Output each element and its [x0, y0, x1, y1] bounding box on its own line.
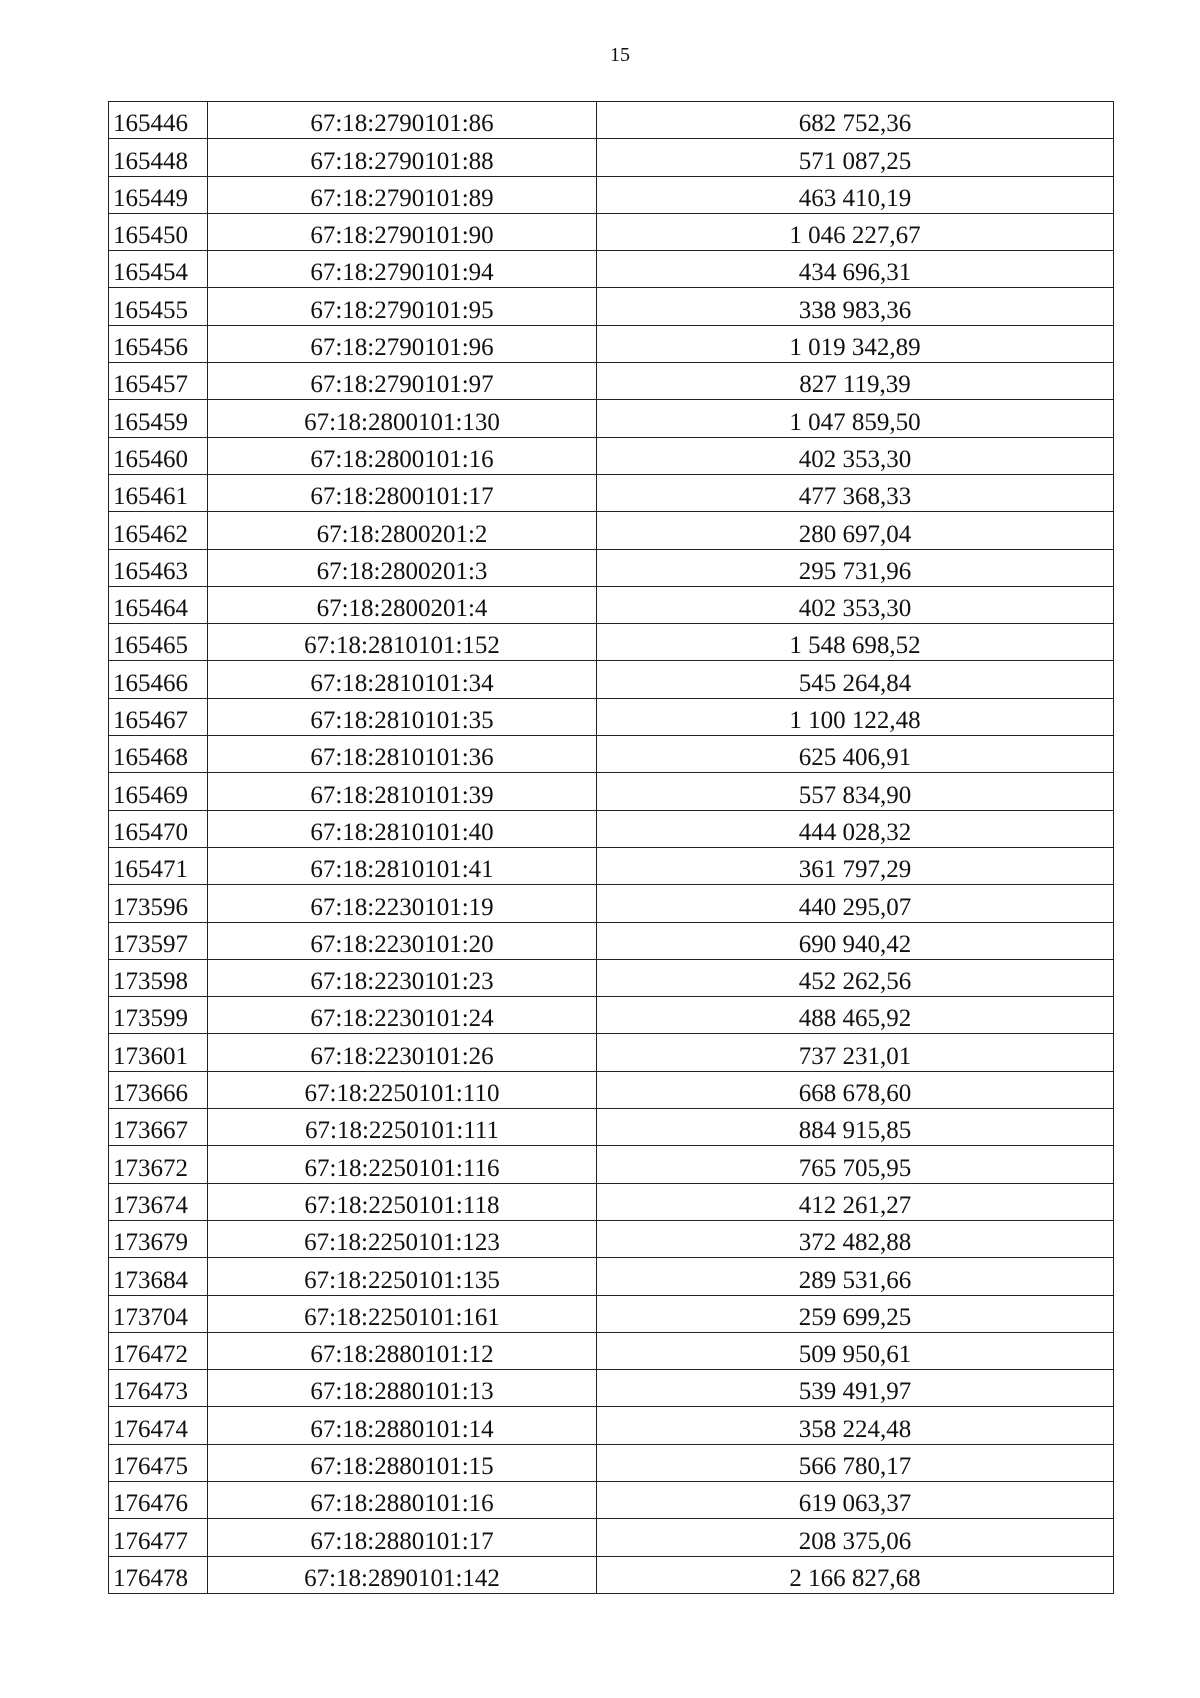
- table-row: [109, 661, 1114, 698]
- table-row: [109, 1071, 1114, 1108]
- cadastral-value-cell: 2 166 827,68: [597, 1556, 1114, 1593]
- cadastral-value-cell: 557 834,90: [597, 773, 1114, 810]
- table-row: [109, 1519, 1114, 1556]
- cadastral-value-cell: 1 047 859,50: [597, 400, 1114, 437]
- row-id-cell: 176474: [109, 1407, 208, 1444]
- cadastral-value-cell: 280 697,04: [597, 512, 1114, 549]
- cadastral-number-cell: 67:18:2230101:20: [208, 922, 597, 959]
- table-row: [109, 474, 1114, 511]
- cadastral-value-cell: 440 295,07: [597, 885, 1114, 922]
- cadastral-number-cell: 67:18:2890101:142: [208, 1556, 597, 1593]
- cadastral-number-cell: 67:18:2880101:17: [208, 1519, 597, 1556]
- cadastral-value-cell: 358 224,48: [597, 1407, 1114, 1444]
- table-row: [109, 1444, 1114, 1481]
- cadastral-number-cell: 67:18:2250101:118: [208, 1183, 597, 1220]
- cadastral-value-cell: 1 019 342,89: [597, 325, 1114, 362]
- cadastral-number-cell: 67:18:2800101:17: [208, 474, 597, 511]
- cadastral-value-cell: 1 046 227,67: [597, 213, 1114, 250]
- row-id-cell: 173667: [109, 1109, 208, 1146]
- row-id-cell: 165456: [109, 325, 208, 362]
- cadastral-number-cell: 67:18:2250101:123: [208, 1220, 597, 1257]
- cadastral-number-cell: 67:18:2230101:26: [208, 1034, 597, 1071]
- cadastral-value-cell: 668 678,60: [597, 1071, 1114, 1108]
- cadastral-number-cell: 67:18:2810101:41: [208, 847, 597, 884]
- cadastral-value-cell: 827 119,39: [597, 363, 1114, 400]
- table-row: [109, 810, 1114, 847]
- table-row: [109, 325, 1114, 362]
- cadastral-number-cell: 67:18:2810101:35: [208, 698, 597, 735]
- row-id-cell: 165462: [109, 512, 208, 549]
- cadastral-value-cell: 566 780,17: [597, 1444, 1114, 1481]
- cadastral-value-cell: 545 264,84: [597, 661, 1114, 698]
- row-id-cell: 165467: [109, 698, 208, 735]
- cadastral-value-cell: 884 915,85: [597, 1109, 1114, 1146]
- cadastral-number-cell: 67:18:2790101:89: [208, 176, 597, 213]
- cadastral-number-cell: 67:18:2790101:97: [208, 363, 597, 400]
- table-row: [109, 213, 1114, 250]
- row-id-cell: 165470: [109, 810, 208, 847]
- cadastral-value-cell: 690 940,42: [597, 922, 1114, 959]
- cadastral-number-cell: 67:18:2790101:96: [208, 325, 597, 362]
- table-row: [109, 698, 1114, 735]
- table-row: [109, 736, 1114, 773]
- cadastral-value-cell: 259 699,25: [597, 1295, 1114, 1332]
- table-row: [109, 1183, 1114, 1220]
- cadastral-number-cell: 67:18:2880101:16: [208, 1481, 597, 1518]
- table-row: [109, 400, 1114, 437]
- cadastral-value-cell: 412 261,27: [597, 1183, 1114, 1220]
- cadastral-number-cell: 67:18:2230101:19: [208, 885, 597, 922]
- row-id-cell: 173599: [109, 997, 208, 1034]
- cadastral-number-cell: 67:18:2250101:161: [208, 1295, 597, 1332]
- cadastral-value-cell: 463 410,19: [597, 176, 1114, 213]
- table-row: [109, 363, 1114, 400]
- table-row: [109, 1109, 1114, 1146]
- table-row: [109, 1146, 1114, 1183]
- cadastral-value-cell: 765 705,95: [597, 1146, 1114, 1183]
- cadastral-value-cell: 338 983,36: [597, 288, 1114, 325]
- row-id-cell: 176472: [109, 1332, 208, 1369]
- row-id-cell: 165448: [109, 139, 208, 176]
- cadastral-value-cell: 539 491,97: [597, 1370, 1114, 1407]
- cadastral-value-cell: 509 950,61: [597, 1332, 1114, 1369]
- cadastral-number-cell: 67:18:2880101:14: [208, 1407, 597, 1444]
- cadastral-value-cell: 737 231,01: [597, 1034, 1114, 1071]
- page-number: 15: [610, 44, 630, 66]
- cadastral-number-cell: 67:18:2800201:2: [208, 512, 597, 549]
- cadastral-number-cell: 67:18:2230101:24: [208, 997, 597, 1034]
- cadastral-number-cell: 67:18:2800201:4: [208, 586, 597, 623]
- table-row: [109, 624, 1114, 661]
- row-id-cell: 173679: [109, 1220, 208, 1257]
- table-row: [109, 251, 1114, 288]
- table-row: [109, 1556, 1114, 1593]
- cadastral-value-cell: 452 262,56: [597, 959, 1114, 996]
- table-row: [109, 586, 1114, 623]
- cadastral-value-cell: 1 100 122,48: [597, 698, 1114, 735]
- cadastral-number-cell: 67:18:2250101:111: [208, 1109, 597, 1146]
- row-id-cell: 165463: [109, 549, 208, 586]
- table-row: [109, 1407, 1114, 1444]
- table-row: [109, 1258, 1114, 1295]
- cadastral-value-cell: 619 063,37: [597, 1481, 1114, 1518]
- cadastral-value-cell: 477 368,33: [597, 474, 1114, 511]
- cadastral-number-cell: 67:18:2810101:34: [208, 661, 597, 698]
- cadastral-value-table: [108, 101, 1114, 1594]
- table-row: [109, 437, 1114, 474]
- table-row: [109, 1220, 1114, 1257]
- cadastral-value-cell: 208 375,06: [597, 1519, 1114, 1556]
- row-id-cell: 165461: [109, 474, 208, 511]
- row-id-cell: 165446: [109, 102, 208, 139]
- row-id-cell: 176476: [109, 1481, 208, 1518]
- row-id-cell: 165471: [109, 847, 208, 884]
- cadastral-number-cell: 67:18:2790101:94: [208, 251, 597, 288]
- cadastral-value-cell: 295 731,96: [597, 549, 1114, 586]
- cadastral-number-cell: 67:18:2790101:86: [208, 102, 597, 139]
- cadastral-number-cell: 67:18:2250101:110: [208, 1071, 597, 1108]
- table-row: [109, 1332, 1114, 1369]
- cadastral-number-cell: 67:18:2800101:130: [208, 400, 597, 437]
- cadastral-number-cell: 67:18:2250101:116: [208, 1146, 597, 1183]
- table-row: [109, 1370, 1114, 1407]
- row-id-cell: 173684: [109, 1258, 208, 1295]
- cadastral-number-cell: 67:18:2800101:16: [208, 437, 597, 474]
- cadastral-number-cell: 67:18:2810101:36: [208, 736, 597, 773]
- table-row: [109, 847, 1114, 884]
- row-id-cell: 165464: [109, 586, 208, 623]
- row-id-cell: 165454: [109, 251, 208, 288]
- row-id-cell: 173596: [109, 885, 208, 922]
- row-id-cell: 173704: [109, 1295, 208, 1332]
- cadastral-value-cell: 488 465,92: [597, 997, 1114, 1034]
- row-id-cell: 176475: [109, 1444, 208, 1481]
- row-id-cell: 165460: [109, 437, 208, 474]
- table-row: [109, 1034, 1114, 1071]
- cadastral-value-cell: 625 406,91: [597, 736, 1114, 773]
- cadastral-number-cell: 67:18:2790101:90: [208, 213, 597, 250]
- row-id-cell: 176473: [109, 1370, 208, 1407]
- row-id-cell: 165457: [109, 363, 208, 400]
- row-id-cell: 173597: [109, 922, 208, 959]
- table-row: [109, 102, 1114, 139]
- cadastral-number-cell: 67:18:2800201:3: [208, 549, 597, 586]
- table-row: [109, 997, 1114, 1034]
- row-id-cell: 173674: [109, 1183, 208, 1220]
- cadastral-number-cell: 67:18:2880101:15: [208, 1444, 597, 1481]
- table-row: [109, 1481, 1114, 1518]
- table-row: [109, 512, 1114, 549]
- row-id-cell: 173601: [109, 1034, 208, 1071]
- table-row: [109, 139, 1114, 176]
- cadastral-value-cell: 571 087,25: [597, 139, 1114, 176]
- cadastral-value-cell: 1 548 698,52: [597, 624, 1114, 661]
- row-id-cell: 173672: [109, 1146, 208, 1183]
- cadastral-value-cell: 444 028,32: [597, 810, 1114, 847]
- cadastral-number-cell: 67:18:2790101:95: [208, 288, 597, 325]
- table-body: [109, 102, 1114, 1594]
- cadastral-number-cell: 67:18:2810101:40: [208, 810, 597, 847]
- row-id-cell: 165466: [109, 661, 208, 698]
- cadastral-value-cell: 372 482,88: [597, 1220, 1114, 1257]
- row-id-cell: 176477: [109, 1519, 208, 1556]
- table-row: [109, 922, 1114, 959]
- cadastral-value-cell: 434 696,31: [597, 251, 1114, 288]
- cadastral-value-cell: 682 752,36: [597, 102, 1114, 139]
- cadastral-value-cell: 402 353,30: [597, 586, 1114, 623]
- table-row: [109, 549, 1114, 586]
- row-id-cell: 165449: [109, 176, 208, 213]
- cadastral-number-cell: 67:18:2810101:39: [208, 773, 597, 810]
- cadastral-number-cell: 67:18:2880101:13: [208, 1370, 597, 1407]
- table-row: [109, 773, 1114, 810]
- cadastral-number-cell: 67:18:2790101:88: [208, 139, 597, 176]
- cadastral-number-cell: 67:18:2880101:12: [208, 1332, 597, 1369]
- cadastral-number-cell: 67:18:2230101:23: [208, 959, 597, 996]
- row-id-cell: 176478: [109, 1556, 208, 1593]
- table-row: [109, 288, 1114, 325]
- table-row: [109, 885, 1114, 922]
- row-id-cell: 165465: [109, 624, 208, 661]
- row-id-cell: 165450: [109, 213, 208, 250]
- row-id-cell: 165455: [109, 288, 208, 325]
- table-row: [109, 1295, 1114, 1332]
- table-row: [109, 959, 1114, 996]
- table-row: [109, 176, 1114, 213]
- cadastral-value-cell: 289 531,66: [597, 1258, 1114, 1295]
- cadastral-number-cell: 67:18:2250101:135: [208, 1258, 597, 1295]
- row-id-cell: 173598: [109, 959, 208, 996]
- cadastral-value-cell: 402 353,30: [597, 437, 1114, 474]
- row-id-cell: 165468: [109, 736, 208, 773]
- cadastral-value-cell: 361 797,29: [597, 847, 1114, 884]
- row-id-cell: 165459: [109, 400, 208, 437]
- cadastral-number-cell: 67:18:2810101:152: [208, 624, 597, 661]
- row-id-cell: 173666: [109, 1071, 208, 1108]
- row-id-cell: 165469: [109, 773, 208, 810]
